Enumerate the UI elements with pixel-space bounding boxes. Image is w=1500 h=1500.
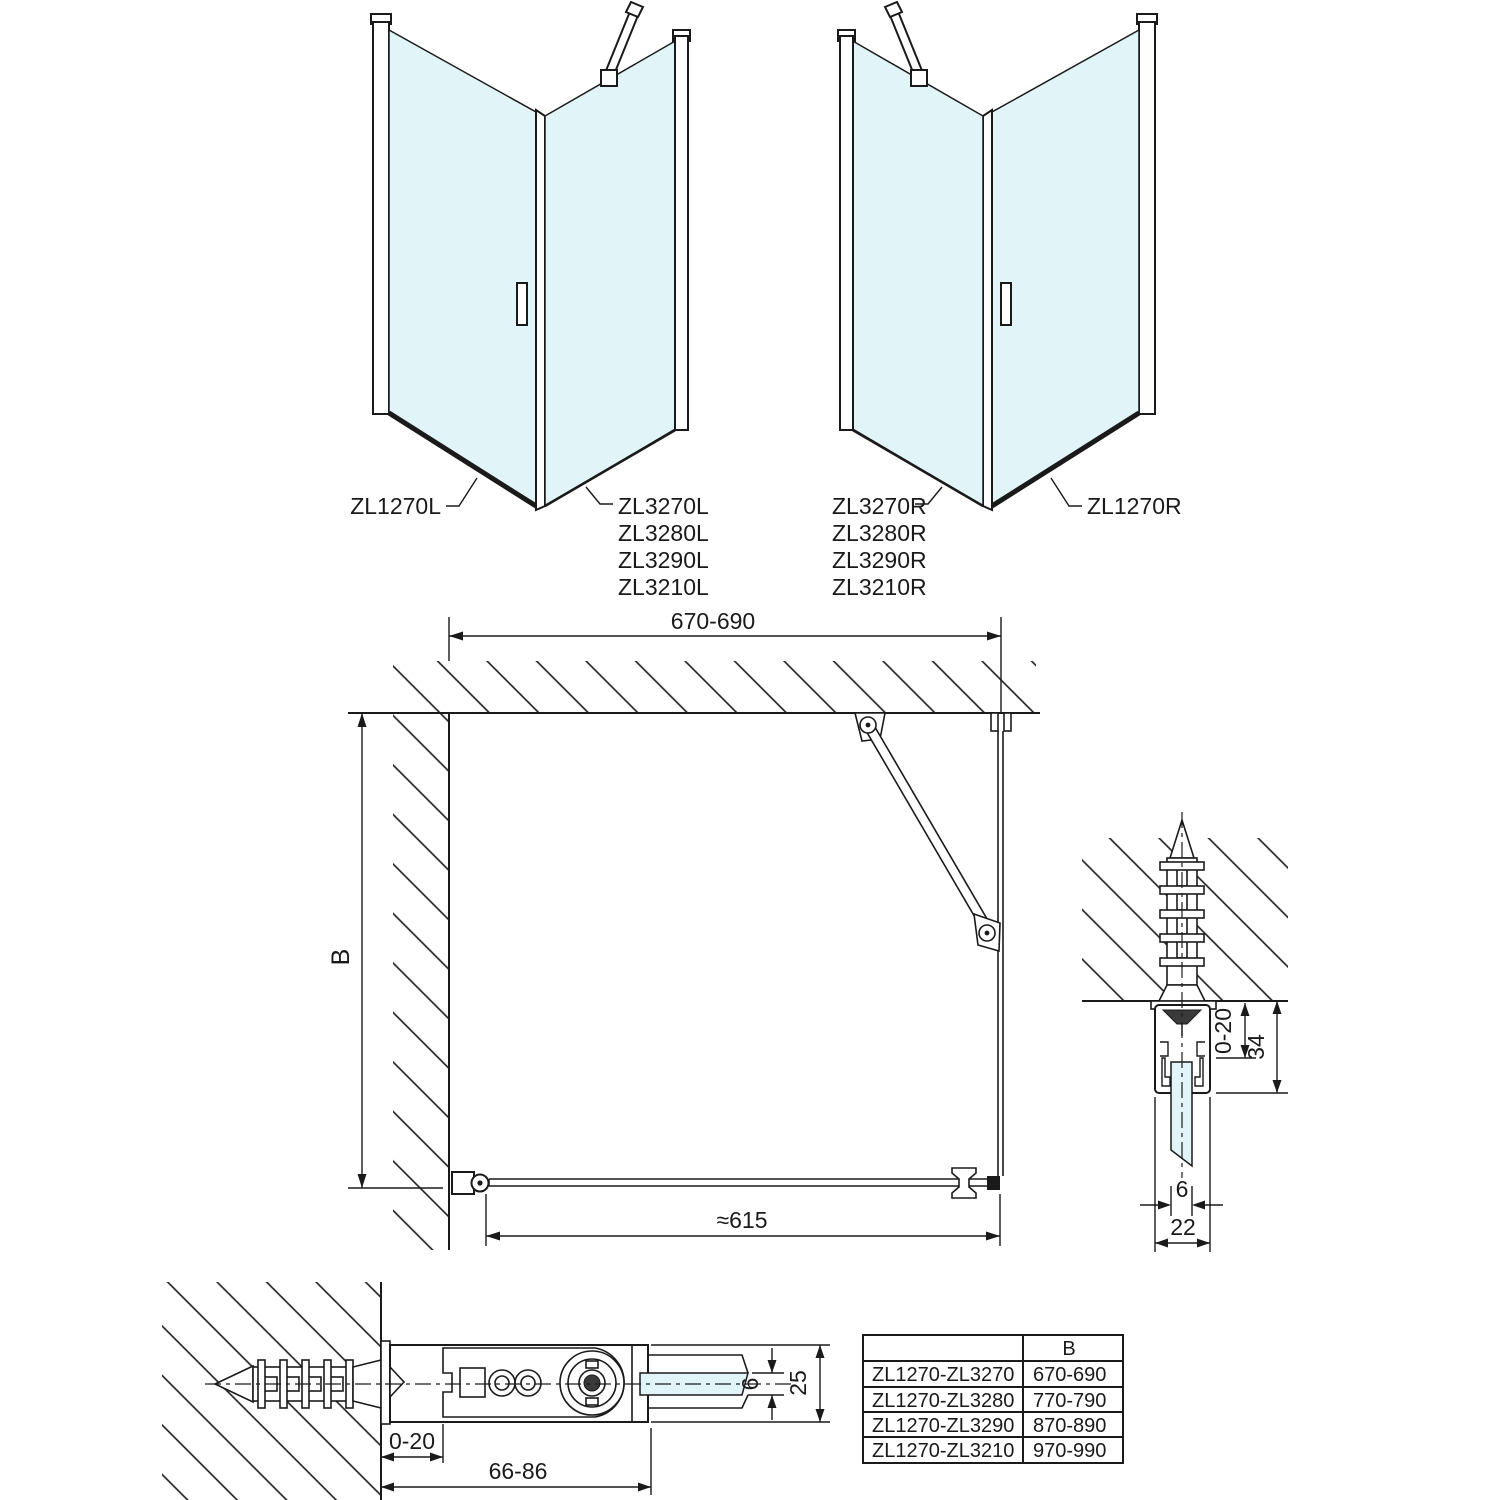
dim-text-glass: 6 xyxy=(1175,1176,1189,1202)
arrowhead xyxy=(1192,1201,1205,1210)
arrowhead xyxy=(1273,1001,1282,1014)
arm-edge xyxy=(648,1395,748,1408)
wall-profile xyxy=(675,36,688,430)
wall-bracket-leg xyxy=(991,713,998,731)
hinge-profile-section xyxy=(381,1341,648,1424)
leader-line xyxy=(586,487,613,504)
side-panel-glass xyxy=(851,40,983,506)
wall-profile xyxy=(1139,22,1155,414)
arm-edge xyxy=(648,1355,748,1373)
support-brace-top-view xyxy=(855,713,1000,951)
dim-text-profile-width: 22 xyxy=(1170,1214,1196,1240)
arrowhead xyxy=(987,632,1001,641)
wall-profile xyxy=(840,36,853,430)
wall-plate xyxy=(381,1341,390,1424)
label-panel-left-2: ZL3290L xyxy=(618,547,709,573)
arrowhead xyxy=(1155,1239,1168,1248)
label-panel-right-0: ZL3270R xyxy=(832,493,927,519)
brace-clamp xyxy=(601,70,617,86)
dim-text-profile-depth: 34 xyxy=(1243,1034,1269,1060)
table-cell-model-3: ZL1270-ZL3210 xyxy=(872,1440,1015,1462)
pivot-pin xyxy=(584,1375,600,1391)
arrowhead xyxy=(768,1360,777,1373)
leader-line xyxy=(1051,478,1082,506)
label-panel-left-3: ZL3210L xyxy=(618,574,709,600)
arrowhead xyxy=(486,1232,500,1241)
brace-pin xyxy=(985,931,990,936)
door-knob xyxy=(952,1168,976,1198)
dim-adjust-0-20 xyxy=(381,1424,443,1463)
pivot-key xyxy=(586,1361,598,1368)
label-door-right: ZL1270R xyxy=(1087,493,1182,519)
dim-text-profile-height: 25 xyxy=(785,1370,811,1396)
door-glass xyxy=(389,30,536,506)
label-door-left: ZL1270L xyxy=(350,493,441,519)
arrowhead xyxy=(449,632,463,641)
section-detail-side xyxy=(1082,812,1288,1252)
pivot-key xyxy=(586,1398,598,1405)
screw-ring-inner xyxy=(495,1376,509,1390)
table-header-b: B xyxy=(1062,1338,1076,1360)
brace-rod xyxy=(865,722,990,931)
arrowhead xyxy=(358,713,367,727)
table-cell-model-0: ZL1270-ZL3270 xyxy=(872,1364,1015,1386)
iso-view-left xyxy=(350,2,709,600)
arrowhead xyxy=(358,1174,367,1188)
door-corner-bracket xyxy=(987,1176,1000,1190)
arrowhead xyxy=(1158,1201,1171,1210)
wall-profile xyxy=(373,22,389,414)
arrowhead xyxy=(638,1483,651,1492)
arrowhead xyxy=(816,1345,825,1358)
section-detail-bottom xyxy=(162,1282,830,1500)
dim-text-length: 66-86 xyxy=(488,1458,548,1484)
label-panel-left-1: ZL3280L xyxy=(618,520,709,546)
glass-clamp-arm xyxy=(640,1355,748,1408)
table-cell-size-0: 670-690 xyxy=(1033,1364,1107,1386)
side-panel-glass xyxy=(545,40,677,506)
arrowhead xyxy=(381,1483,394,1492)
arrowhead xyxy=(1197,1239,1210,1248)
door-handle xyxy=(1001,283,1011,325)
dim-text-adjust: 0-20 xyxy=(388,1428,436,1454)
table-cell-model-2: ZL1270-ZL3290 xyxy=(872,1415,1015,1437)
door-hinge xyxy=(452,1172,489,1194)
dim-text-adjust: 0-20 xyxy=(1210,1007,1236,1055)
dim-text-width: 670-690 xyxy=(670,608,756,634)
plan-view xyxy=(327,608,1040,1250)
door-top-view xyxy=(489,1168,1000,1198)
arrowhead xyxy=(816,1409,825,1422)
arrowhead xyxy=(1241,1003,1250,1016)
dim-text-depth: B xyxy=(327,948,355,966)
leader-line xyxy=(446,478,477,506)
arrowhead xyxy=(986,1232,1000,1241)
door-glass xyxy=(992,30,1139,506)
dim-door-width-615 xyxy=(486,1194,1000,1246)
arrowhead xyxy=(1273,1080,1282,1093)
brace-pin xyxy=(866,723,871,728)
label-panel-right-2: ZL3290R xyxy=(832,547,927,573)
brace-clamp xyxy=(911,70,927,86)
door-handle xyxy=(517,283,527,325)
table-cell-size-3: 970-990 xyxy=(1033,1440,1107,1462)
wall-bracket-leg xyxy=(1004,713,1011,731)
label-panel-right-1: ZL3280R xyxy=(832,520,927,546)
iso-view-right xyxy=(832,2,1182,600)
wall-hatch xyxy=(393,661,1036,1250)
size-table xyxy=(863,1335,1123,1463)
corner-profile xyxy=(983,110,992,510)
plug-fin xyxy=(280,1360,287,1408)
table-cell-model-1: ZL1270-ZL3280 xyxy=(872,1390,1015,1412)
corner-profile xyxy=(536,110,545,510)
table-cell-size-2: 870-890 xyxy=(1033,1415,1107,1437)
table-cell-size-1: 770-790 xyxy=(1033,1390,1107,1412)
screw-ring-inner xyxy=(521,1376,535,1390)
arrowhead xyxy=(768,1395,777,1408)
hinge-pin xyxy=(477,1180,482,1185)
label-panel-left-0: ZL3270L xyxy=(618,493,709,519)
label-panel-right-3: ZL3210R xyxy=(832,574,927,600)
dim-text-door-width: ≈615 xyxy=(716,1207,768,1233)
dim-text-glass: 6 xyxy=(737,1377,763,1391)
